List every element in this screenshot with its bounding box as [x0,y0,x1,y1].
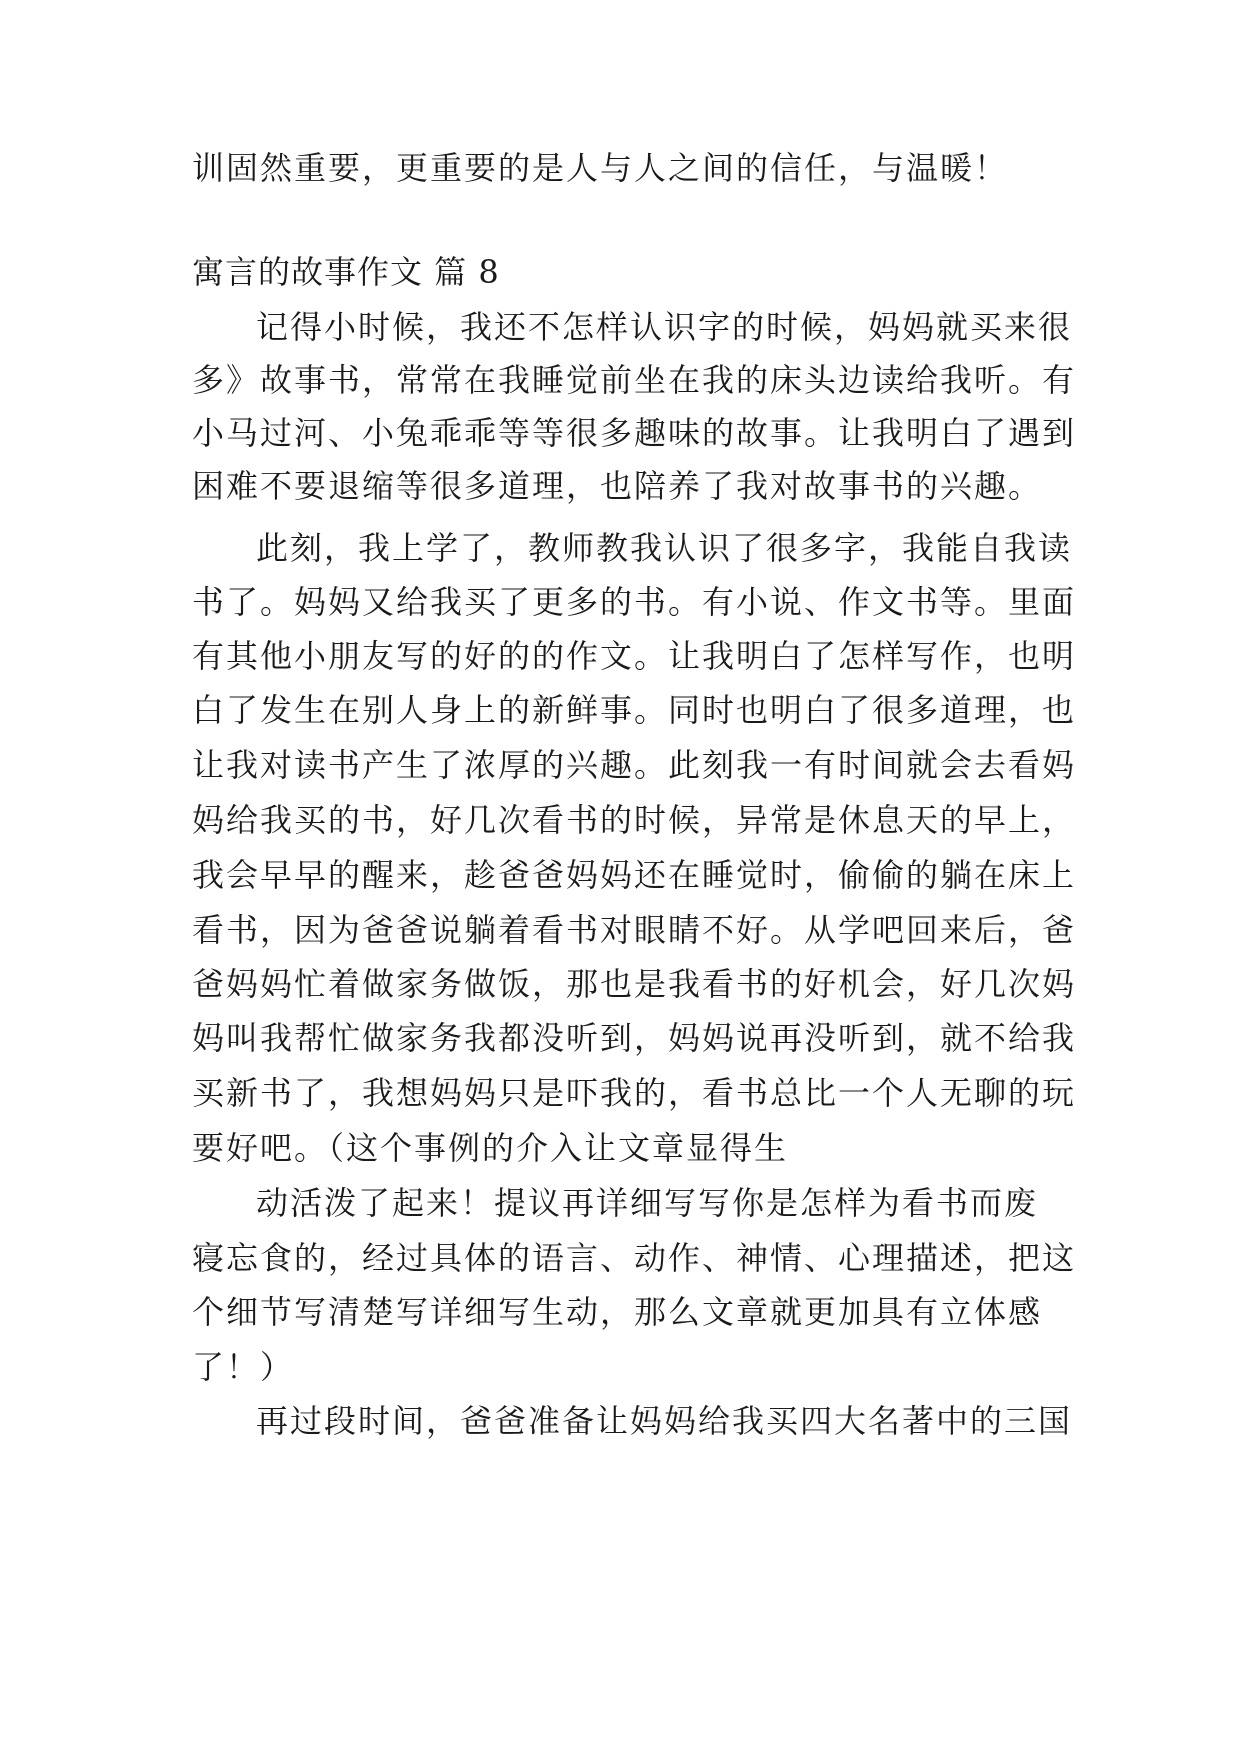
section-heading: 寓言的故事作文 篇 8 [192,253,500,291]
paragraph-first-line: 动活泼了起来！提议再详细写写你是怎样为看书而废 [256,1184,1039,1222]
text-line: 了！） [192,1348,295,1386]
paragraph-first-line: 记得小时候，我还不怎样认识字的时候，妈妈就买来很 [256,308,1073,346]
text-line: 寝忘食的，经过具体的语言、动作、神情、心理描述，把这 [192,1239,1077,1277]
paragraph-first-line: 再过段时间，爸爸准备让妈妈给我买四大名著中的三国 [256,1402,1073,1440]
text-line: 小马过河、小兔乖乖等等很多趣味的故事。让我明白了遇到 [192,414,1077,452]
text-line: 妈给我买的书，好几次看书的时候，异常是休息天的早上， [192,801,1077,839]
text-line: 妈叫我帮忙做家务我都没听到，妈妈说再没听到，就不给我 [192,1019,1077,1057]
text-line: 训固然重要，更重要的是人与人之间的信任，与温暖！ [192,149,1009,187]
text-line: 困难不要退缩等很多道理，也陪养了我对故事书的兴趣。 [192,467,1043,505]
text-line: 让我对读书产生了浓厚的兴趣。此刻我一有时间就会去看妈 [192,746,1077,784]
text-line: 个细节写清楚写详细写生动，那么文章就更加具有立体感 [192,1293,1043,1331]
text-line: 我会早早的醒来，趁爸爸妈妈还在睡觉时，偷偷的躺在床上 [192,856,1077,894]
text-line: 爸妈妈忙着做家务做饭，那也是我看书的好机会，好几次妈 [192,965,1077,1003]
text-line: 白了发生在别人身上的新鲜事。同时也明白了很多道理，也 [192,691,1077,729]
text-line: 有其他小朋友写的好的的作文。让我明白了怎样写作，也明 [192,637,1077,675]
text-line: 要好吧。（这个事例的介入让文章显得生 [192,1129,789,1167]
text-line: 多》故事书，常常在我睡觉前坐在我的床头边读给我听。有 [192,361,1077,399]
text-line: 买新书了，我想妈妈只是吓我的，看书总比一个人无聊的玩 [192,1074,1077,1112]
paragraph-first-line: 此刻，我上学了，教师教我认识了很多字，我能自我读 [256,529,1073,567]
text-line: 看书，因为爸爸说躺着看书对眼睛不好。从学吧回来后，爸 [192,911,1077,949]
text-line: 书了。妈妈又给我买了更多的书。有小说、作文书等。里面 [192,583,1077,621]
